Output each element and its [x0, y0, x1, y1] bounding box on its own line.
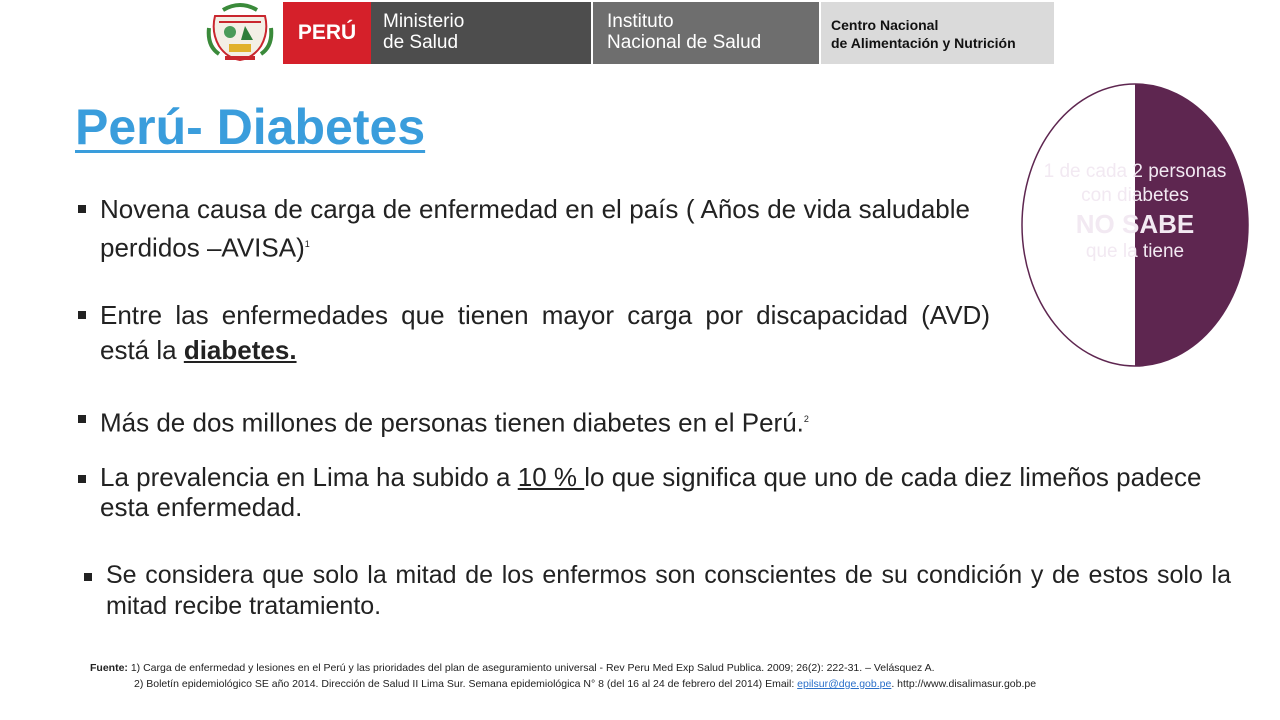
bullet-square-icon — [78, 415, 86, 423]
footnote-text: . http://www.disalimasur.gob.pe — [891, 678, 1037, 690]
peru-coat-of-arms-icon — [205, 2, 275, 64]
header-logos — [205, 2, 1055, 64]
footnote-label: Fuente: — [90, 662, 128, 674]
bullet-item — [78, 298, 998, 378]
bullet-square-icon — [78, 205, 86, 213]
bullet-text — [100, 298, 990, 368]
cenan-box — [821, 2, 1054, 64]
footnote-ref: 1 — [304, 239, 310, 249]
peru-label: PERÚ — [297, 21, 357, 44]
bullet-text-rest: lo que significa que uno de cada diez limeños padece esta enfermedad. — [100, 462, 1202, 522]
footnote-ref: 2 — [803, 414, 809, 424]
ministerio-salud-label: Ministerio de Salud — [383, 11, 465, 53]
bullet-square-icon — [78, 475, 86, 483]
bullet-item — [78, 462, 1238, 532]
bullet-text-main: Más de dos millones de personas tienen diabetes en el Perú. — [100, 407, 804, 438]
instituto-nacional-salud-label: Instituto Nacional de Salud — [607, 11, 762, 53]
footnotes — [90, 660, 1240, 692]
peru-brand-box — [283, 2, 371, 64]
instituto-nacional-salud-box — [593, 2, 819, 64]
email-link[interactable]: epilsur@dge.gob.pe — [797, 678, 892, 690]
bullet-item — [78, 402, 1028, 442]
bullet-text-main: La prevalencia en Lima ha subido a — [100, 462, 518, 492]
bullet-text-main: Novena causa de carga de enfermedad en el país ( Años de vida saludable perdidos –AVISA) — [100, 194, 970, 263]
footnote-text: 2) Boletín epidemiológico SE año 2014. Dirección de Salud II Lima Sur. Semana epidemiológica N° 8 (del 16 al 24 de febrero del 2014) Email: — [134, 678, 798, 690]
bullet-square-icon — [78, 311, 86, 319]
circle-caption-line: 1 de cada 2 personas — [1043, 161, 1227, 182]
footnote-2 — [90, 676, 1240, 692]
bullet-emphasis: 10 % — [517, 462, 585, 492]
circle-caption-line: que la tiene — [1085, 241, 1185, 262]
bullet-text — [100, 192, 970, 266]
bullet-text — [100, 462, 1225, 522]
ministerio-salud-box — [371, 2, 591, 64]
bullet-text: Se considera que solo la mitad de los enfermos son conscientes de su condición y de estos solo la mitad recibe tratamiento. — [106, 561, 1231, 620]
cenan-label: Centro Nacional de Alimentación y Nutrición — [831, 17, 1016, 51]
half-circle-infographic — [1020, 82, 1250, 368]
circle-caption — [1020, 160, 1250, 264]
bullet-item — [84, 560, 1244, 630]
footnote-1 — [90, 660, 1240, 676]
circle-caption-line: con diabetes — [1081, 185, 1189, 206]
bullet-square-icon — [84, 573, 92, 581]
footnote-text: 1) Carga de enfermedad y lesiones en el Perú y las prioridades del plan de aseguramiento universal - Rev Peru Med Exp Salud Publica. 2009; 26(2): 222-31. – Velásquez A. — [127, 662, 935, 674]
circle-caption-emphasis: NO SABE — [1075, 209, 1195, 239]
bullet-item — [78, 192, 978, 272]
page-title: Perú- Diabetes — [75, 99, 426, 155]
bullet-text-main: Entre las enfermedades que tienen mayor carga por discapacidad (AVD) está la — [100, 300, 990, 365]
bullet-text — [100, 402, 809, 441]
bullet-emphasis: diabetes. — [183, 335, 297, 365]
